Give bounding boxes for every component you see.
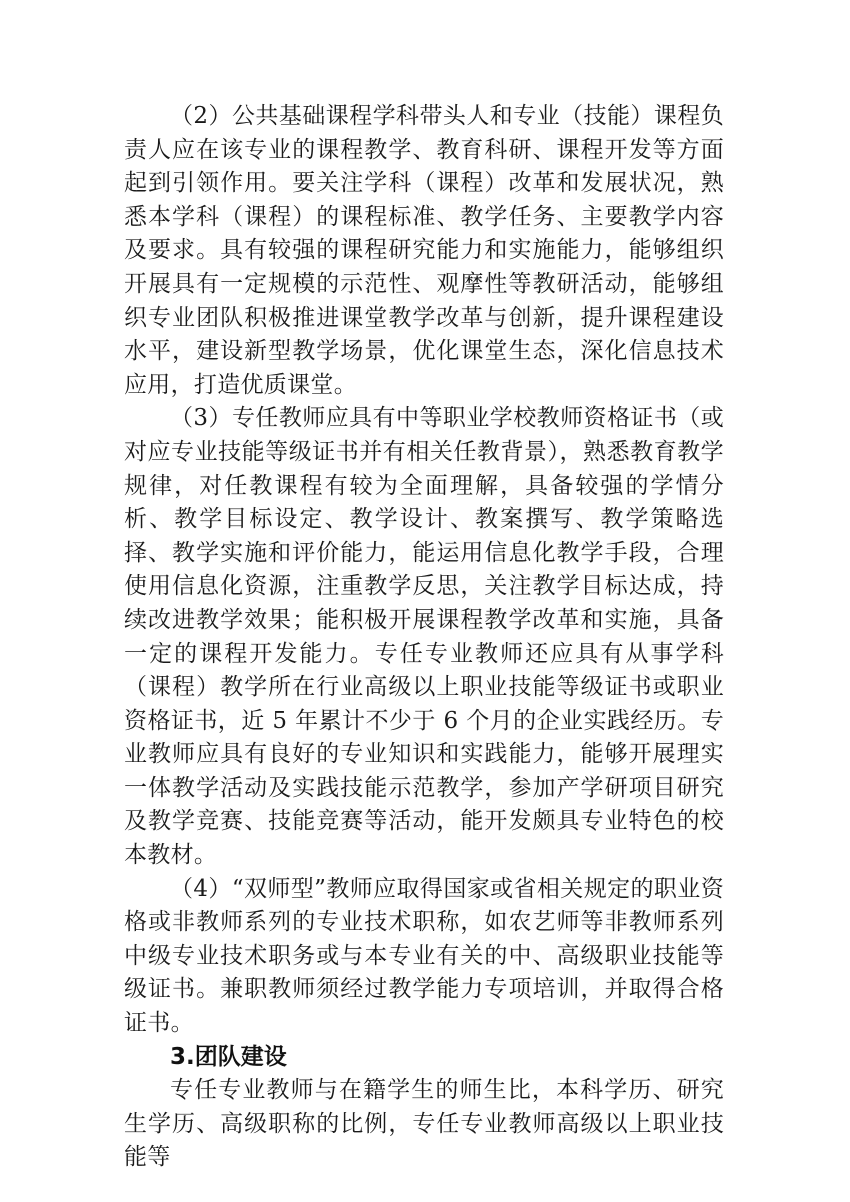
paragraph-item-4: （4）“双师型”教师应取得国家或省相关规定的职业资格或非教师系列的专业技术职称，如农艺师等非教师系列中级专业技术职务或与本专业有关的中、高级职业技能等级证书。兼职教师须经过教学能力专项培训，并取得合格证书。 (124, 875, 724, 1037)
paragraph-item-3: （3）专任教师应具有中等职业学校教师资格证书（或对应专业技能等级证书并有相关任教背景），熟悉教育教学规律，对任教课程有较为全面理解，具备较强的学情分析、教学目标设定、教学设计、教案撰写、教学策略选择、教学实施和评价能力，能运用信息化教学手段，合理使用信息化资源，注重教学反思，关注教学目标达成，持续改进教学效果；能积极开展课程教学改革和实施，具备一定的课程开发能力。专任专业教师还应具有从事学科（课程）教学所在行业高级以上职业技能等级证书或职业资格证书，近 5 年累计不少于 6 个月的企业实践经历。专业教师应具有良好的专业知识和实践能力，能够开展理实一体教学活动及实践技能示范教学，参加产学研项目研究及教学竞赛、技能竞赛等活动，能开发颇具专业特色的校本教材。 (124, 405, 724, 869)
paragraph-team-building: 专任专业教师与在籍学生的师生比，本科学历、研究生学历、高级职称的比例，专任专业教师高级以上职业技能等 (124, 1077, 724, 1171)
section-heading-team-building: 3.团队建设 (170, 1043, 287, 1070)
paragraph-item-2: （2）公共基础课程学科带头人和专业（技能）课程负责人应在该专业的课程教学、教育科研、课程开发等方面起到引领作用。要关注学科（课程）改革和发展状况，熟悉本学科（课程）的课程标准、教学任务、主要教学内容及要求。具有较强的课程研究能力和实施能力，能够组织开展具有一定规模的示范性、观摩性等教研活动，能够组织专业团队积极推进课堂教学改革与创新，提升课程建设水平，建设新型教学场景，优化课堂生态，深化信息技术应用，打造优质课堂。 (124, 103, 724, 398)
document-body (124, 100, 724, 1175)
